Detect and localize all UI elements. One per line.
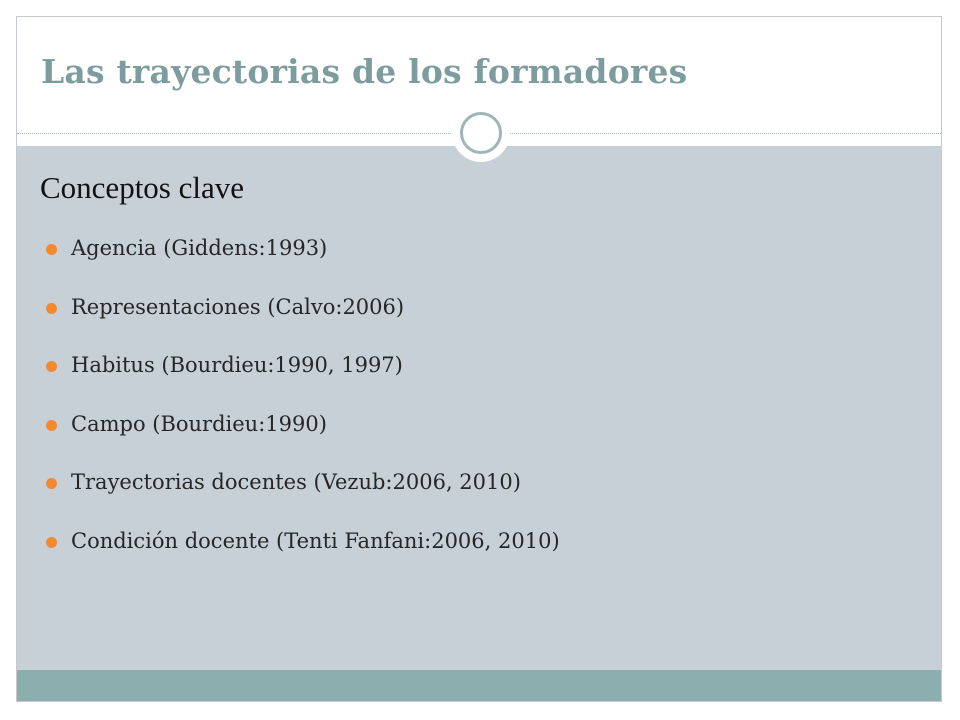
footer-band [17,670,941,701]
bullet-dot-icon [46,361,57,372]
bullet-item [40,285,560,344]
bullet-dot-icon [46,303,57,314]
bullet-item [40,343,560,402]
bullet-text: Campo (Bourdieu:1990) [71,411,327,436]
bullet-dot-icon [46,244,57,255]
bullet-text: Representaciones (Calvo:2006) [71,294,405,319]
bullet-list [40,226,560,577]
bullet-item [40,402,560,461]
bullet-dot-icon [46,537,57,548]
bullet-text: Condición docente (Tenti Fanfani:2006, 2010) [71,528,560,553]
bullet-dot-icon [46,420,57,431]
slide-subtitle: Conceptos clave [40,170,245,205]
bullet-dot-icon [46,478,57,489]
bullet-item [40,226,560,285]
slide-title: Las trayectorias de los formadores [41,52,688,91]
bullet-item [40,460,560,519]
bullet-text: Agencia (Giddens:1993) [71,236,328,260]
bullet-text: Habitus (Bourdieu:1990, 1997) [71,353,403,377]
bullet-item [40,519,560,578]
ring-circle-icon [452,104,510,162]
bullet-text: Trayectorias docentes (Vezub:2006, 2010) [71,470,521,494]
ring-circle-inner [460,112,502,154]
